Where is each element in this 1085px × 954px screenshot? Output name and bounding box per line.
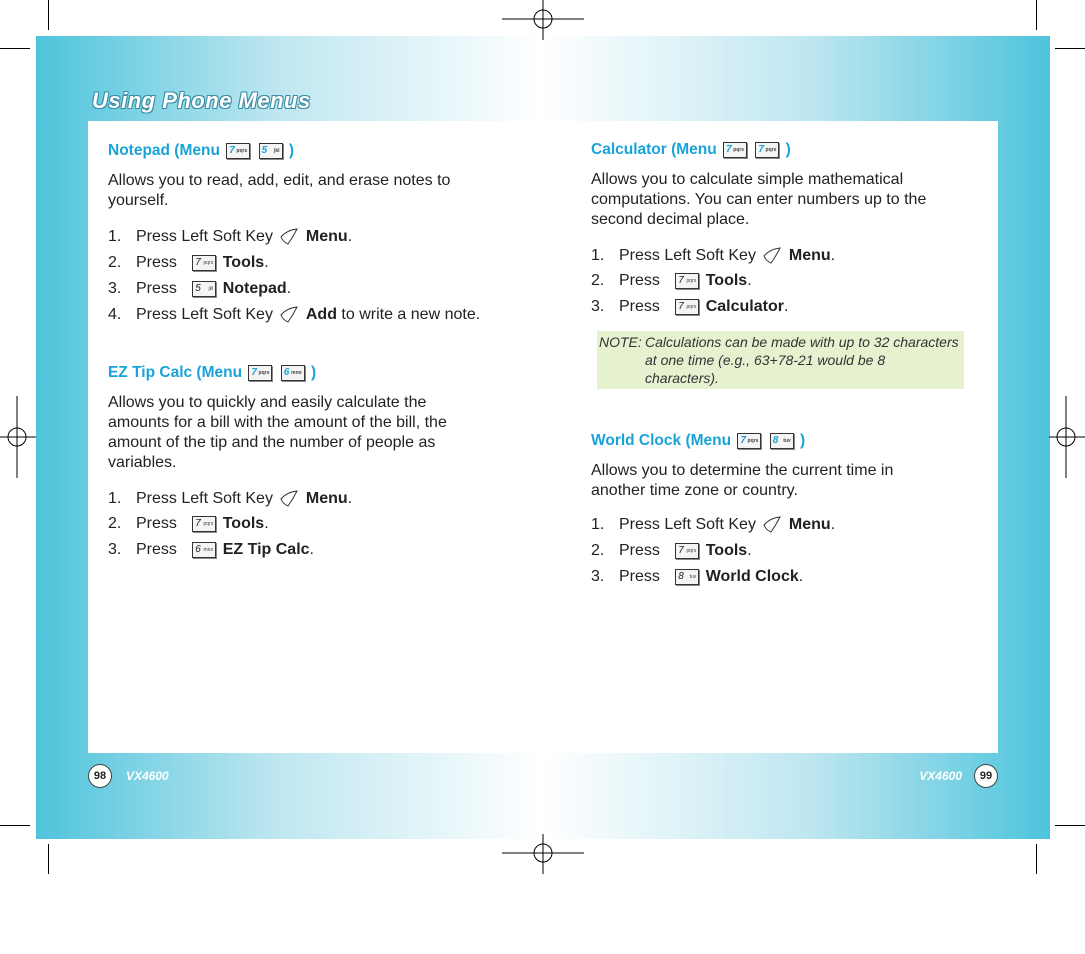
key-7-icon: 7 pqrs (192, 516, 216, 532)
list-item: 1. Press Left Soft Key Menu. (591, 516, 836, 533)
key-6-icon: 6 mno (192, 542, 216, 558)
key-7-icon: 7 pqrs (723, 142, 747, 158)
footer-left (88, 764, 169, 788)
left-soft-key-icon (279, 228, 299, 246)
key-5-icon: 5 jkl (259, 143, 283, 159)
model-label: VX4600 (919, 769, 962, 783)
step-list (108, 489, 493, 560)
key-8-icon: 8 tuv (770, 433, 794, 449)
key-7-icon: 7 pqrs (675, 299, 699, 315)
registration-mark-right (1049, 396, 1085, 478)
section-title: EZ Tip Calc (Menu 7 pqrs 6 mno ) (108, 364, 317, 381)
list-item: 3. Press 7 pqrs Calculator. (591, 298, 789, 315)
list-item: 2. Press 7 pqrs Tools. (591, 542, 752, 559)
registration-mark-left (0, 396, 36, 478)
section-ez-tip-calc (108, 363, 493, 560)
key-7-icon: 7 pqrs (675, 273, 699, 289)
registration-mark-bottom (502, 834, 584, 874)
registration-mark-top (502, 0, 584, 40)
note-text: Calculations can be made with up to 32 characters at one time (e.g., 63+78-21 would be 8 characters). (645, 334, 959, 386)
crop-mark (1055, 48, 1085, 49)
model-label: VX4600 (126, 769, 169, 783)
section-description: Allows you to read, add, edit, and erase notes to yourself. (108, 172, 451, 209)
key-8-icon: 8 tuv (675, 569, 699, 585)
section-title: Notepad (Menu 7 pqrs 5 jkl ) (108, 142, 295, 159)
page-title: Using Phone Menus (92, 88, 311, 113)
crop-mark (0, 825, 30, 826)
section-calculator (591, 121, 976, 317)
crop-mark (0, 48, 30, 49)
section-world-clock (591, 431, 976, 587)
key-6-icon: 6 mno (281, 365, 305, 381)
section-description: Allows you to calculate simple mathematical computations. You can enter numbers up to the second decimal place. (591, 171, 927, 228)
left-soft-key-icon (762, 516, 782, 534)
step-list (591, 246, 976, 317)
list-item: 1. Press Left Soft Key Menu. (108, 490, 353, 507)
key-7-icon: 7 pqrs (192, 255, 216, 271)
section-title: World Clock (Menu 7 pqrs 8 tuv ) (591, 432, 806, 449)
key-5-icon: 5 jkl (192, 281, 216, 297)
list-item: 3. Press 6 mno EZ Tip Calc. (108, 541, 314, 558)
list-item: 1. Press Left Soft Key Menu. (108, 228, 353, 245)
left-column (108, 121, 493, 560)
left-soft-key-icon (279, 306, 299, 324)
key-7-icon: 7 pqrs (226, 143, 250, 159)
left-soft-key-icon (762, 247, 782, 265)
key-7-icon: 7 pqrs (737, 433, 761, 449)
crop-mark (48, 0, 49, 30)
section-notepad (108, 121, 493, 325)
list-item: 2. Press 7 pqrs Tools. (108, 254, 269, 271)
key-7-icon: 7 pqrs (755, 142, 779, 158)
crop-mark (1036, 844, 1037, 874)
section-title: Calculator (Menu 7 pqrs 7 pqrs ) (591, 141, 791, 158)
list-item: 2. Press 7 pqrs Tools. (591, 272, 752, 289)
left-soft-key-icon (279, 490, 299, 508)
list-item: 1. Press Left Soft Key Menu. (591, 247, 836, 264)
note-label: NOTE: (599, 334, 642, 350)
step-list (591, 515, 976, 587)
list-item: 2. Press 7 pqrs Tools. (108, 515, 269, 532)
section-description: Allows you to determine the current time in another time zone or country. (591, 462, 894, 499)
note-box (597, 331, 964, 389)
list-item: 3. Press 5 jkl Notepad. (108, 280, 292, 297)
page-number: 99 (974, 764, 998, 788)
key-7-icon: 7 pqrs (675, 543, 699, 559)
crop-mark (1036, 0, 1037, 30)
key-7-icon: 7 pqrs (248, 365, 272, 381)
step-list (108, 227, 493, 325)
list-item: 4. Press Left Soft Key Add to write a new note. (108, 306, 481, 323)
page-number: 98 (88, 764, 112, 788)
list-item: 3. Press 8 tuv World Clock. (591, 568, 804, 585)
crop-mark (48, 844, 49, 874)
section-description: Allows you to quickly and easily calculate the amounts for a bill with the amount of the bill, the amount of the tip and the number of people as variables. (108, 394, 447, 471)
footer-right (919, 764, 998, 788)
crop-mark (1055, 825, 1085, 826)
